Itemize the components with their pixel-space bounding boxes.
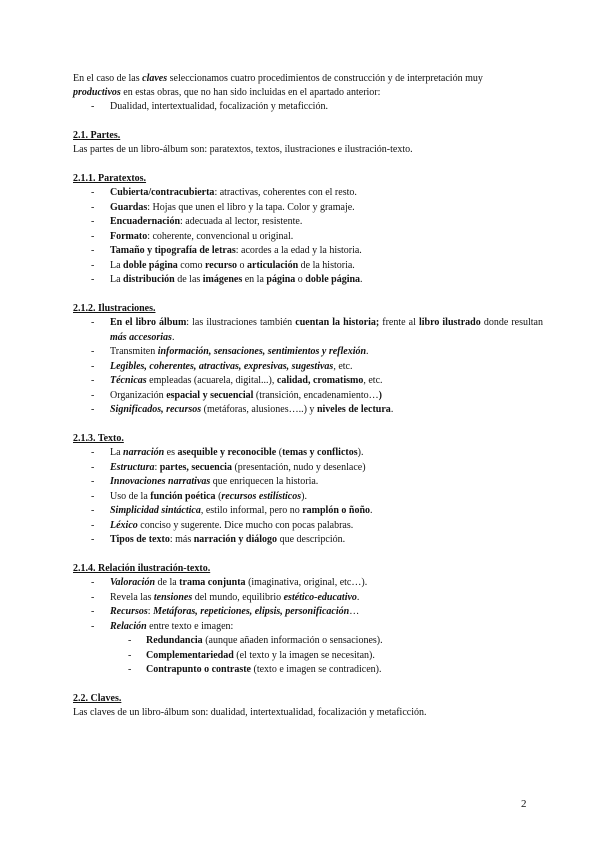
list-item	[73, 490, 543, 505]
emphasis-text: En el libro álbum	[110, 317, 187, 328]
emphasis-text: narración	[123, 447, 165, 458]
run-text: como	[177, 259, 206, 271]
list-item	[73, 461, 543, 476]
list-item	[73, 620, 543, 635]
page-number: 2	[521, 798, 527, 810]
run-text: de la historia.	[298, 259, 355, 271]
emphasis-text: Valoración	[110, 577, 156, 588]
emphasis-text: Significados, recursos	[110, 404, 202, 415]
run-text: : adecuada al lector, resistente.	[180, 216, 303, 227]
run-text: : Hojas que unen el libro y la tapa. Color y gramaje.	[147, 201, 355, 213]
section-2-1-text: Las partes de un libro-álbum son: paratextos, textos, ilustraciones e ilustración-texto.	[73, 144, 413, 155]
run-text: La	[110, 274, 124, 285]
run-text: de las	[174, 274, 203, 285]
emphasis-text: imágenes	[202, 274, 243, 285]
list-item	[73, 519, 543, 534]
section-2-2-heading: 2.2. Claves.	[73, 692, 122, 704]
run-text: .	[171, 331, 175, 343]
texto-list	[73, 446, 543, 548]
section-2-1-3-heading: 2.1.3. Texto.	[73, 432, 124, 444]
emphasis-text: trama conjunta	[179, 577, 246, 588]
run-text: , etc.	[333, 360, 353, 372]
intro-line-2	[73, 87, 380, 98]
run-text: es	[164, 447, 178, 458]
list-item	[73, 186, 543, 201]
run-text: La	[110, 447, 124, 458]
emphasis-text: Relación	[110, 620, 147, 632]
section-2-2-text: Las claves de un libro-álbum son: dualidad, intertextualidad, focalización y metaficción.	[73, 707, 427, 718]
run-text: del mundo, equilibrio	[192, 591, 284, 603]
emphasis-text: Estructura	[110, 461, 155, 473]
emphasis-text: Recursos	[110, 606, 148, 617]
list-item	[73, 345, 543, 360]
run-text: Uso de la	[110, 490, 151, 502]
run-text: .	[356, 591, 360, 603]
list-item	[73, 215, 543, 230]
run-text: : coherente, convencional u original.	[147, 230, 294, 242]
emphasis-text: Encuadernación	[110, 216, 181, 227]
intro-list	[73, 100, 543, 115]
emphasis-text: cuentan la historia;	[295, 317, 380, 328]
run-text: o	[295, 274, 306, 285]
emphasis-text: Cubierta/contracubierta	[110, 187, 215, 198]
list-item	[73, 374, 543, 389]
run-text: (presentación, nudo y desenlace)	[231, 461, 366, 473]
emphasis-text: Técnicas	[110, 375, 147, 386]
run-text: (	[276, 447, 283, 458]
run-text: .	[390, 404, 394, 415]
intro-bullet: - Dualidad, intertextualidad, focalización y metaficción.	[73, 100, 543, 115]
emphasis-text: asequible y reconocible	[177, 447, 277, 458]
emphasis-text: función poética	[150, 490, 216, 502]
run-text: Revela las	[110, 591, 154, 603]
run-text: conciso y sugerente. Dice mucho con pocas palabras.	[137, 519, 354, 531]
emphasis-text: Tipos de texto	[110, 534, 170, 545]
emphasis-text: doble página	[305, 274, 361, 285]
emphasis-text: distribución	[123, 274, 175, 285]
list-item	[73, 259, 543, 274]
relacion-sublist	[73, 634, 543, 678]
emphasis-text: estético-educativo	[283, 591, 357, 603]
run-text: .	[366, 346, 369, 357]
run-text: que descripción.	[277, 534, 346, 545]
list-item	[73, 533, 543, 548]
emphasis-text: calidad, cromatismo	[276, 375, 364, 386]
run-text: (imaginativa, original, etc…).	[245, 577, 368, 588]
run-text: …	[349, 606, 360, 617]
emphasis-text: Contrapunto o contraste	[146, 664, 251, 675]
run-text: o	[237, 259, 248, 271]
emphasis-text: tensiones	[153, 591, 193, 603]
list-item	[73, 273, 543, 288]
emphasis-text: articulación	[247, 259, 299, 271]
list-item	[73, 403, 543, 418]
intro-paragraph	[73, 72, 543, 100]
emphasis-text: Léxico	[110, 519, 138, 531]
list-item	[73, 663, 543, 678]
emphasis-text: recurso	[205, 259, 238, 271]
run-text: ).	[357, 447, 364, 458]
list-item	[73, 360, 543, 375]
run-text: donde resultan	[480, 317, 543, 328]
emphasis-text: Formato	[110, 230, 148, 242]
page-content	[73, 72, 543, 721]
run-text: frente al	[379, 317, 419, 328]
emphasis-text: recursos estilísticos	[221, 490, 302, 502]
emphasis-text: doble página	[123, 259, 178, 271]
list-item	[73, 649, 543, 664]
emphasis-text: temas y conflictos	[282, 447, 358, 458]
emphasis-text: niveles de lectura	[316, 404, 391, 415]
list-item	[73, 244, 543, 259]
run-text: seleccionamos cuatro procedimientos de construcción y de interpretación muy	[167, 73, 483, 84]
section-2-1-heading: 2.1. Partes.	[73, 129, 121, 141]
emphasis-text: narración y diálogo	[193, 534, 278, 545]
emphasis-text: Innovaciones narrativas	[110, 476, 211, 487]
run-text: en estas obras, que no han sido incluidas en el apartado anterior:	[120, 87, 381, 98]
emphasis-text: Tamaño y tipografía de letras	[110, 245, 236, 256]
run-text: (aunque añaden información o sensaciones).	[202, 635, 383, 646]
run-text: .	[370, 505, 373, 516]
relacion-list	[73, 576, 543, 634]
paratextos-list	[73, 186, 543, 288]
run-text: entre texto e imagen:	[146, 620, 234, 632]
run-text: : acordes a la edad y la historia.	[235, 245, 362, 256]
run-text: En el caso de las	[73, 73, 143, 84]
run-text: empleadas (acuarela, digital...),	[146, 375, 277, 386]
list-item	[73, 576, 543, 591]
run-text: ).	[301, 490, 307, 502]
emphasis-text: libro ilustrado	[418, 317, 481, 328]
list-item	[73, 446, 543, 461]
run-text: en la	[242, 274, 267, 285]
list-item	[73, 605, 543, 620]
list-item	[73, 389, 543, 404]
emphasis-text: )	[378, 389, 382, 401]
run-text: , etc.	[363, 375, 383, 386]
emphasis-text: Legibles, coherentes, atractivas, expresivas, sugestivas	[110, 360, 334, 372]
section-2-1-4-heading: 2.1.4. Relación ilustración-texto.	[73, 562, 211, 574]
run-text: , estilo informal, pero no	[200, 505, 303, 516]
run-text: (texto e imagen se contradicen).	[251, 664, 382, 675]
emphasis-text: productivos	[73, 87, 121, 98]
emphasis-text: Guardas	[110, 201, 148, 213]
emphasis-text: más accesorias	[110, 331, 172, 343]
run-text: .	[360, 274, 363, 285]
run-text: :	[154, 461, 160, 473]
emphasis-text: claves	[142, 73, 168, 84]
run-text: : más	[169, 534, 194, 545]
run-text: (el texto y la imagen se necesitan).	[233, 649, 375, 661]
run-text: : atractivas, coherentes con el resto.	[214, 187, 357, 198]
ilustraciones-list	[73, 316, 543, 418]
list-item	[73, 201, 543, 216]
list-item	[73, 504, 543, 519]
list-item	[73, 634, 543, 649]
emphasis-text: Complementariedad	[146, 649, 234, 661]
run-text: (metáforas, alusiones…..) y	[201, 404, 317, 415]
run-text: Transmiten	[110, 346, 158, 357]
run-text: La	[110, 259, 124, 271]
emphasis-text: Redundancia	[146, 635, 203, 646]
run-text: : las ilustraciones también	[186, 317, 296, 328]
run-text: de la	[155, 577, 180, 588]
emphasis-text: información, sensaciones, sentimientos y reflexión	[157, 346, 367, 357]
run-text: :	[147, 606, 154, 617]
run-text: que enriquecen la historia.	[210, 476, 319, 487]
emphasis-text: Metáforas, repeticiones, elipsis, personificación	[153, 606, 350, 617]
run-text: Organización	[110, 389, 167, 401]
run-text: (transición, encadenamiento…	[253, 389, 379, 401]
list-item	[73, 591, 543, 606]
intro-line-1	[73, 73, 483, 84]
section-2-1-1-heading: 2.1.1. Paratextos.	[73, 172, 147, 184]
emphasis-text: espacial y secuencial	[166, 389, 254, 401]
emphasis-text: partes, secuencia	[159, 461, 232, 473]
section-2-1-2-heading: 2.1.2. Ilustraciones.	[73, 302, 156, 314]
list-item	[73, 475, 543, 490]
emphasis-text: página	[266, 274, 296, 285]
emphasis-text: Simplicidad sintáctica	[110, 505, 201, 516]
list-item	[73, 230, 543, 245]
emphasis-text: ramplón o ñoño	[302, 505, 371, 516]
run-text: (	[215, 490, 222, 502]
list-item	[73, 316, 543, 345]
